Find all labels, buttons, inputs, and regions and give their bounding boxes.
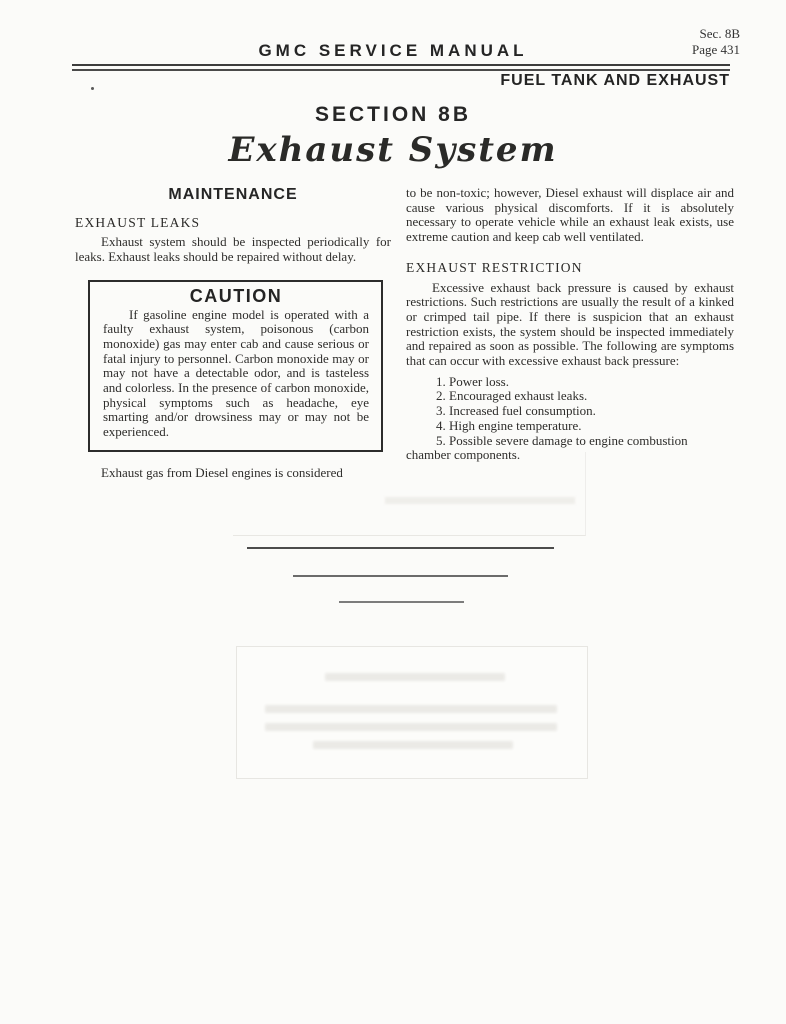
left-column xyxy=(75,188,391,481)
divider-line-short xyxy=(339,601,464,603)
page-number: Page 431 xyxy=(691,42,740,57)
caution-title: CAUTION xyxy=(189,285,283,306)
section-number-heading: SECTION 8B xyxy=(314,103,472,126)
list-item: 2. Encouraged exhaust leaks. xyxy=(436,388,588,404)
diesel-paragraph-start: Exhaust gas from Diesel engines is considered xyxy=(101,464,343,480)
list-item: 4. High engine temperature. xyxy=(436,417,582,433)
symptoms-list xyxy=(406,375,734,463)
header-double-rule xyxy=(72,64,730,71)
bleed-through-rectangle xyxy=(233,452,586,536)
diesel-paragraph-continued: to be non-toxic; however, Diesel exhaust will displace air and cause various physical discomforts. If it is absolutely necessary to operate vehicle while an exhaust leak exists, use extreme caution and keep cab well ventilated. xyxy=(406,185,734,245)
exhaust-leaks-paragraph: Exhaust system should be inspected periodically for leaks. Exhaust leaks should be repaired without delay. xyxy=(75,234,391,265)
section-ref: Sec. 8B xyxy=(699,26,740,41)
caution-box xyxy=(88,280,383,452)
chapter-title: FUEL TANK AND EXHAUST xyxy=(500,72,730,89)
divider-line-medium xyxy=(293,575,508,577)
exhaust-restriction-paragraph: Excessive exhaust back pressure is caused by exhaust restrictions. Such restrictions are usually the result of a kinked or crimped tail pipe. If there is suspicion that an exhaust restriction exists, the system should be inspected immediately and repaired as soon as possible. The following are symptoms that can occur with excessive exhaust back pressure: xyxy=(406,279,734,369)
bleed-through-box xyxy=(236,646,588,779)
caution-body: If gasoline engine model is operated with a faulty exhaust system, poisonous (carbon monoxide) gas may enter cab and cause serious or fatal injury to personnel. Carbon monoxide may or may not have a detectable odor, and is tasteless and colorless. In the presence of carbon monoxide, physical symptoms such as headache, eye smarting and/or drowsiness may or may not be experienced. xyxy=(103,306,369,440)
right-column xyxy=(406,186,734,463)
exhaust-leaks-subheading: EXHAUST LEAKS xyxy=(75,214,201,230)
maintenance-heading: MAINTENANCE xyxy=(168,186,298,203)
scan-speck xyxy=(91,87,94,90)
exhaust-restriction-subheading: EXHAUST RESTRICTION xyxy=(406,259,583,275)
list-item: 1. Power loss. xyxy=(436,373,509,389)
manual-title: GMC SERVICE MANUAL xyxy=(258,41,528,60)
section-script-title: Exhaust System xyxy=(228,130,558,170)
list-item: 5. Possible severe damage to engine combustion chamber components. xyxy=(406,432,688,463)
divider-line-long xyxy=(247,547,554,549)
list-item: 3. Increased fuel consumption. xyxy=(436,403,596,419)
